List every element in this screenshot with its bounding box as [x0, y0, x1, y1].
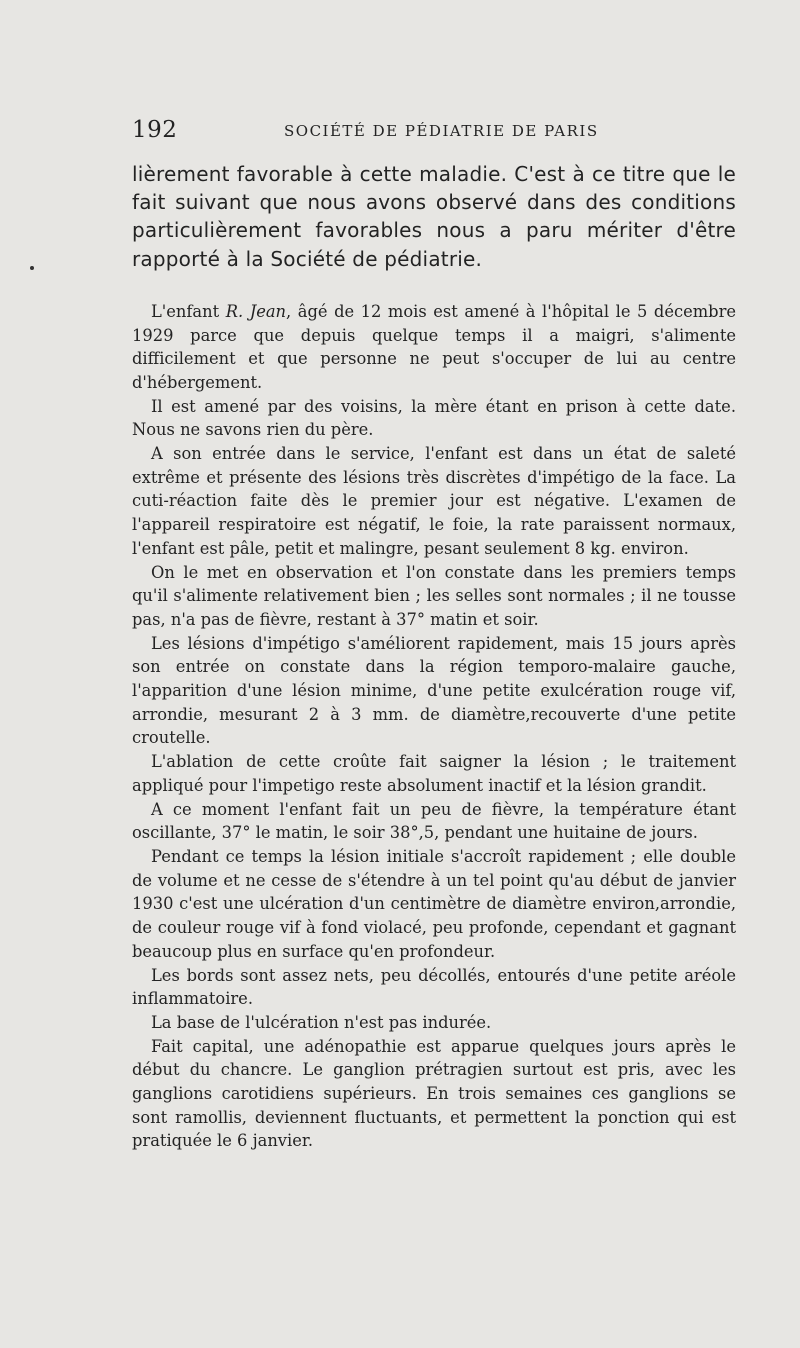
- case-paragraph-8: Pendant ce temps la lésion initiale s'accroît rapidement ; elle double de volume et ne cesse de s'étendre à un tel point qu'au début de janvier 1930 c'est une ulcération d'un centimètre de diamètre environ,arrondie, de couleur rouge vif à fond violacé, peu profonde, cependant et gagnant beaucoup plus en surface qu'en profondeur.: [132, 846, 736, 961]
- case-paragraph-9: Les bords sont assez nets, peu décollés, entourés d'une petite aréole inflammatoire.: [132, 965, 736, 1009]
- case-paragraph-4: On le met en observation et l'on constate dans les premiers temps qu'il s'alimente relativement bien ; les selles sont normales ; il ne tousse pas, n'a pas de fièvre, restant à 37° matin et soir.: [132, 562, 736, 629]
- case-paragraph-5: Les lésions d'impétigo s'améliorent rapidement, mais 15 jours après son entrée on constate dans la région temporo-malaire gauche, l'apparition d'une lésion minime, d'une petite exulcération rouge vif, arrondie, mesurant 2 à 3 mm. de diamètre,recouverte d'une petite croutelle.: [132, 633, 736, 748]
- intro-paragraph: lièrement favorable à cette maladie. C'est à ce titre que le fait suivant que nous avons observé dans des conditions particulièrement favorables nous a paru mériter d'être rapporté à la Société de pédiatrie.: [132, 162, 736, 271]
- page-body: [132, 160, 736, 1153]
- patient-name: R. Jean: [225, 301, 287, 321]
- case-paragraph-6: L'ablation de cette croûte fait saigner la lésion ; le traitement appliqué pour l'impetigo reste absolument inactif et la lésion grandit.: [132, 752, 736, 795]
- case-paragraph-1-suffix: , âgé de 12 mois est amené à l'hôpital le 5 décembre 1929 parce que depuis quelque temps il a maigri, s'alimente difficilement et que personne ne peut s'occuper de lui au centre d'hébergement.: [132, 301, 736, 392]
- case-paragraph-7: A ce moment l'enfant fait un peu de fièvre, la température étant oscillante, 37° le matin, le soir 38°,5, pendant une huitaine de jours.: [132, 799, 736, 843]
- case-paragraph-10: La base de l'ulcération n'est pas indurée.: [151, 1012, 492, 1032]
- page-number: 192: [132, 117, 178, 143]
- case-paragraph-3: A son entrée dans le service, l'enfant est dans un état de saleté extrême et présente des lésions très discrètes d'impétigo de la face. La cuti-réaction faite dès le premier jour est négative. L'examen de l'appareil respiratoire est négatif, le foie, la rate paraissent normaux, l'enfant est pâle, petit et malingre, pesant seulement 8 kg. environ.: [132, 444, 736, 558]
- case-report: [132, 300, 736, 1153]
- case-paragraph-1-prefix: L'enfant: [151, 301, 226, 321]
- case-paragraph-11: Fait capital, une adénopathie est apparue quelques jours après le début du chancre. Le ganglion prétragien surtout est pris, avec les ganglions carotidiens supérieurs. En trois semaines ces ganglions se sont ramollis, deviennent fluctuants, et permettent la ponction qui est pratiquée le 6 janvier.: [132, 1036, 736, 1151]
- margin-mark: [30, 266, 34, 270]
- case-paragraph-2: Il est amené par des voisins, la mère étant en prison à cette date. Nous ne savons rien du père.: [132, 396, 736, 440]
- case-paragraph-1: [132, 300, 736, 395]
- page-header: [132, 117, 736, 149]
- running-title: SOCIÉTÉ DE PÉDIATRIE DE PARIS: [284, 122, 599, 140]
